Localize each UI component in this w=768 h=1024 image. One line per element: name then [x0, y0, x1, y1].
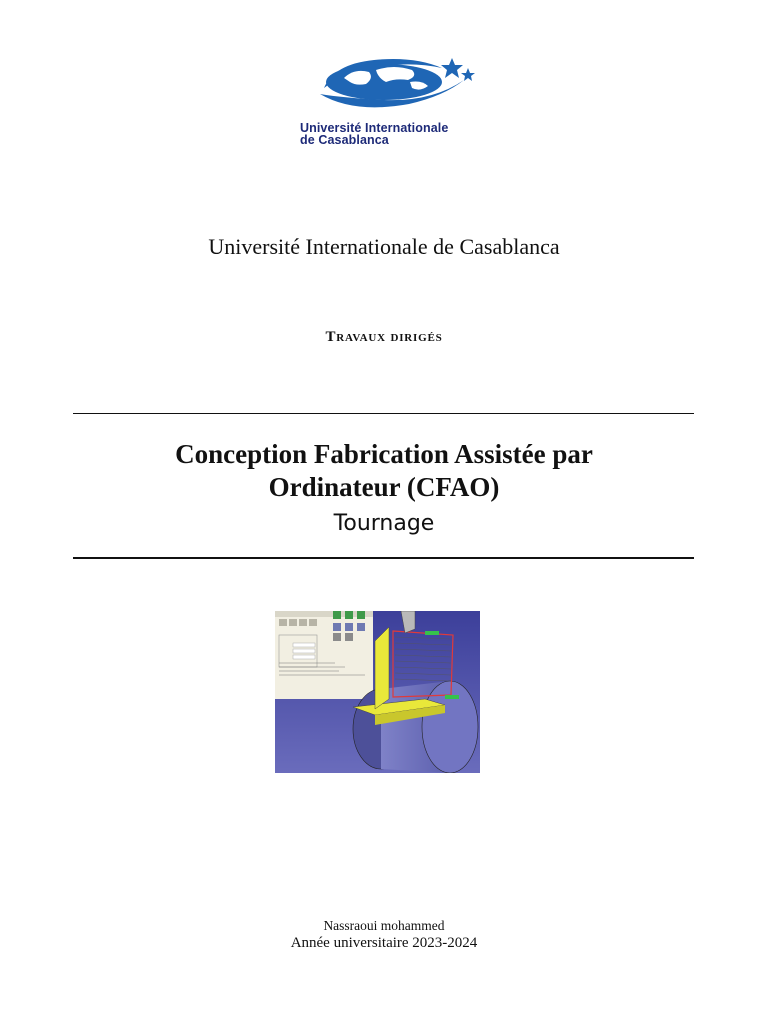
bottom-rule: [73, 557, 694, 559]
document-title: [0, 438, 768, 504]
cad-turning-image-icon: [275, 611, 480, 773]
university-name: Université Internationale de Casablanca: [208, 234, 560, 259]
document-subtitle: Tournage: [333, 511, 435, 536]
logo-line-2: de Casablanca: [300, 133, 389, 147]
title-line-2: Ordinateur (CFAO): [268, 472, 500, 502]
globe-logo-icon: [314, 52, 484, 120]
document-type: Travaux dirigés: [325, 329, 443, 345]
cad-turning-screenshot: [275, 611, 480, 773]
title-line-1: Conception Fabrication Assistée par: [175, 439, 593, 469]
author-name: Nassraoui mohammed: [323, 918, 445, 933]
university-logo: [300, 52, 500, 152]
academic-year: Année universitaire 2023-2024: [290, 935, 478, 951]
top-rule: [73, 413, 694, 414]
logo-line-1: Université Internationale: [300, 121, 449, 135]
